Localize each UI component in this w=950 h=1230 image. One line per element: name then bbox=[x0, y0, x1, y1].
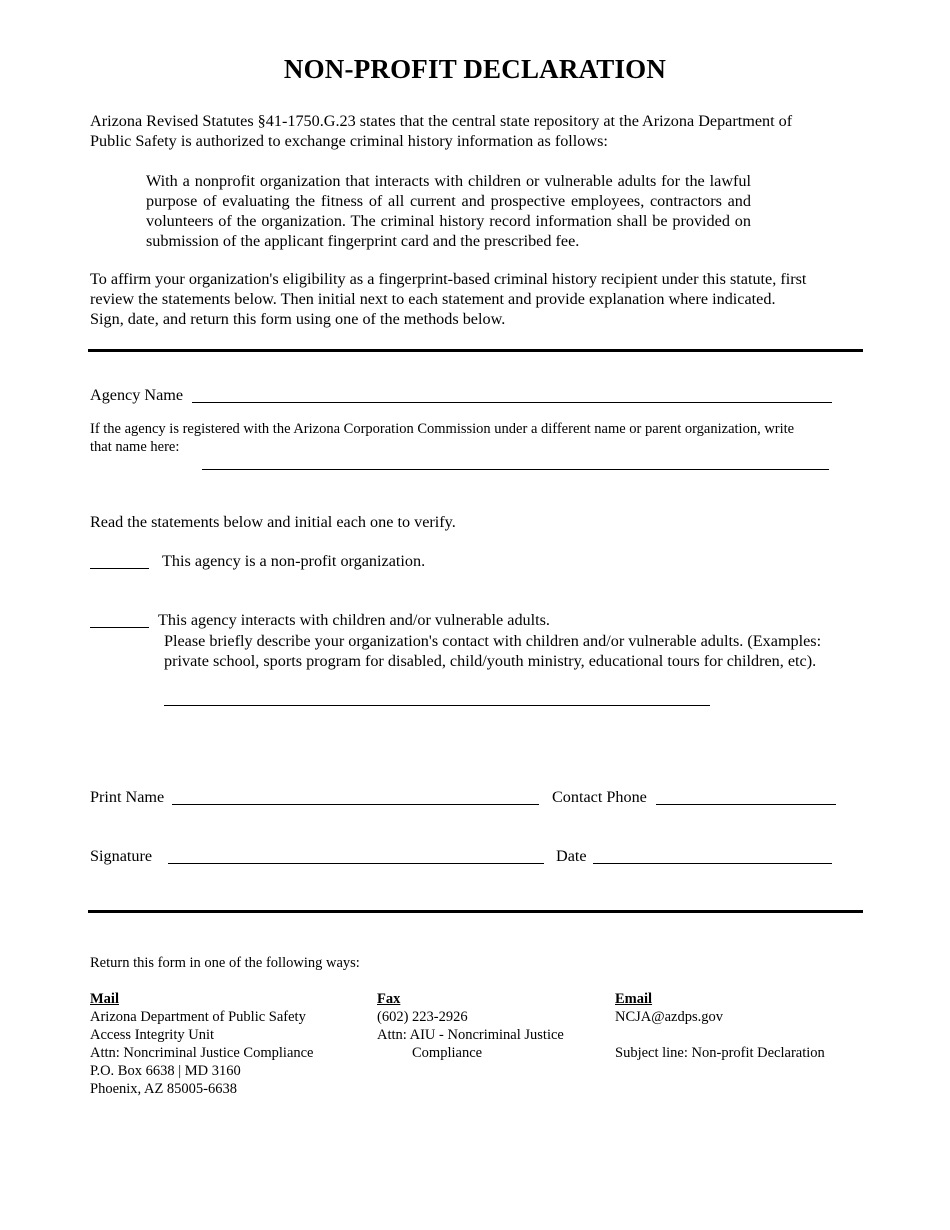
mail-column bbox=[90, 990, 314, 1098]
describe-line-1: Please briefly describe your organization's contact with children and/or vulnerable adults. (Examples: bbox=[164, 632, 822, 650]
top-divider bbox=[88, 349, 863, 352]
fax-attn-line-1: Attn: AIU - Noncriminal Justice bbox=[377, 1027, 564, 1043]
return-heading: Return this form in one of the following ways: bbox=[90, 955, 360, 971]
statement-nonprofit: This agency is a non-profit organization. bbox=[162, 552, 426, 570]
contact-phone-field[interactable] bbox=[656, 804, 836, 805]
describe-instruction bbox=[164, 631, 884, 671]
registered-note bbox=[90, 420, 890, 456]
statement-interacts: This agency interacts with children and/or vulnerable adults. bbox=[158, 611, 550, 629]
affirm-instructions bbox=[90, 269, 870, 329]
agency-name-field[interactable] bbox=[192, 402, 832, 403]
date-label: Date bbox=[556, 847, 587, 865]
mail-line: P.O. Box 6638 | MD 3160 bbox=[90, 1063, 241, 1079]
agency-name-label: Agency Name bbox=[90, 386, 184, 404]
intro-line-2: Public Safety is authorized to exchange criminal history information as follows: bbox=[90, 132, 608, 150]
fax-column bbox=[377, 990, 564, 1062]
parent-organization-field[interactable] bbox=[202, 469, 829, 470]
contact-description-field[interactable] bbox=[164, 705, 710, 706]
email-subject: Subject line: Non-profit Declaration bbox=[615, 1045, 825, 1061]
page-title: NON-PROFIT DECLARATION bbox=[283, 54, 667, 84]
statute-quote: With a nonprofit organization that interacts with children or vulnerable adults for the lawful purpose of evaluating the fitness of all current and prospective employees, contractors and volunteers of the organization. The criminal history record information shall be provided on submission of the applicant fingerprint card and the prescribed fee. bbox=[146, 172, 751, 250]
print-name-label: Print Name bbox=[90, 788, 165, 806]
email-column bbox=[615, 990, 825, 1062]
intro-line-1: Arizona Revised Statutes §41-1750.G.23 states that the central state repository at the Arizona Department of bbox=[90, 112, 793, 130]
affirm-line-1: To affirm your organization's eligibility as a fingerprint-based criminal history recipient under this statute, first bbox=[90, 270, 807, 288]
registered-note-line-2: that name here: bbox=[90, 439, 180, 455]
fax-number: (602) 223-2926 bbox=[377, 1009, 468, 1025]
signature-label: Signature bbox=[90, 847, 153, 865]
bottom-divider bbox=[88, 910, 863, 913]
read-statements-instruction: Read the statements below and initial each one to verify. bbox=[90, 513, 456, 531]
registered-note-line-1: If the agency is registered with the Arizona Corporation Commission under a different name or parent organization, write bbox=[90, 421, 795, 437]
affirm-line-3: Sign, date, and return this form using one of the methods below. bbox=[90, 310, 506, 328]
mail-line: Attn: Noncriminal Justice Compliance bbox=[90, 1045, 314, 1061]
mail-line: Phoenix, AZ 85005-6638 bbox=[90, 1081, 238, 1097]
email-heading: Email bbox=[615, 991, 653, 1007]
affirm-line-2: review the statements below. Then initial next to each statement and provide explanation where indicated. bbox=[90, 290, 776, 308]
mail-line: Access Integrity Unit bbox=[90, 1027, 215, 1043]
mail-heading: Mail bbox=[90, 991, 119, 1007]
print-name-field[interactable] bbox=[172, 804, 539, 805]
signature-field[interactable] bbox=[168, 863, 544, 864]
date-field[interactable] bbox=[593, 863, 832, 864]
initial-field-interacts[interactable] bbox=[90, 627, 149, 628]
intro-paragraph bbox=[90, 111, 860, 151]
mail-line: Arizona Department of Public Safety bbox=[90, 1009, 306, 1025]
describe-line-2: private school, sports program for disabled, child/youth ministry, educational tours for children, etc). bbox=[164, 652, 817, 670]
email-address[interactable]: NCJA@azdps.gov bbox=[615, 1009, 723, 1025]
initial-field-nonprofit[interactable] bbox=[90, 568, 149, 569]
contact-phone-label: Contact Phone bbox=[552, 788, 647, 806]
fax-heading: Fax bbox=[377, 991, 401, 1007]
fax-attn-line-2: Compliance bbox=[412, 1045, 483, 1061]
